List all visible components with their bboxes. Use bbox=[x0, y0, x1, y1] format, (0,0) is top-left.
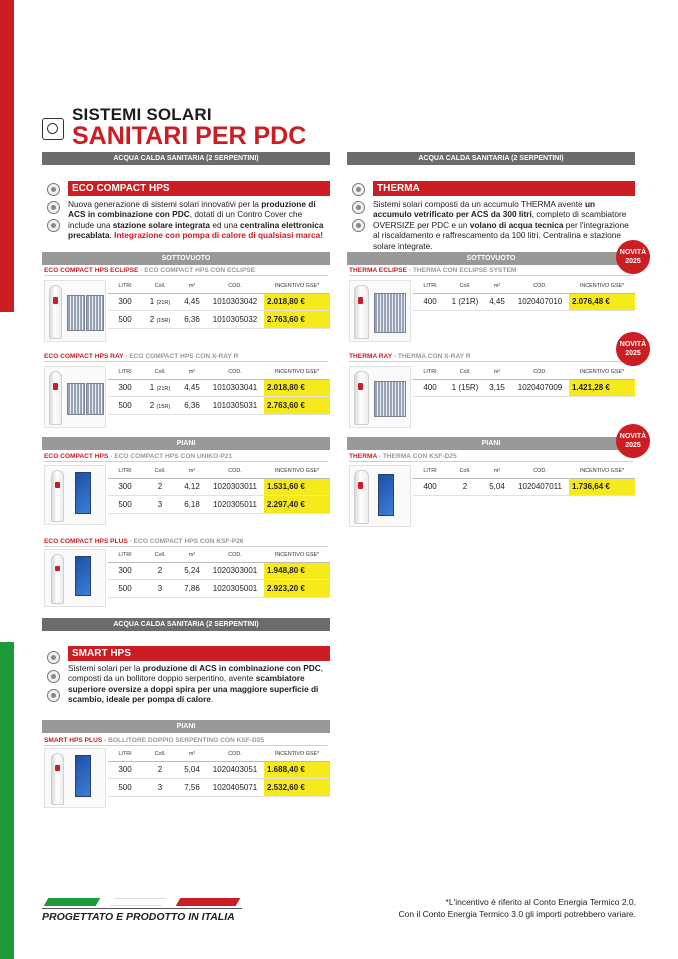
cell-litri: 300 bbox=[108, 761, 142, 779]
cell-litri: 500 bbox=[108, 496, 142, 514]
col-coll: Coll. bbox=[142, 280, 178, 293]
tank-image bbox=[51, 753, 64, 805]
col-litri: LITRI bbox=[413, 465, 447, 478]
vacuum-collector-image bbox=[374, 293, 406, 333]
cell-cod: 1010305032 bbox=[206, 311, 264, 329]
vacuum-collector-image bbox=[374, 381, 406, 417]
cell-m2: 7,56 bbox=[178, 779, 206, 797]
col-coll: Coll. bbox=[142, 748, 178, 761]
col-cod: COD. bbox=[511, 366, 569, 379]
cell-coll: 1 (21R) bbox=[142, 293, 178, 311]
table-row bbox=[108, 311, 330, 329]
col-m2: m² bbox=[178, 366, 206, 379]
col-coll: Coll. bbox=[142, 366, 178, 379]
cell-price: 1.531,60 € bbox=[264, 478, 330, 496]
cell-m2: 5,04 bbox=[178, 761, 206, 779]
settings-icon bbox=[352, 219, 365, 232]
cell-cod: 1010303041 bbox=[206, 379, 264, 397]
eco-ray-table bbox=[108, 366, 330, 415]
therma-ksf-product-image bbox=[349, 465, 411, 527]
sun-icon bbox=[352, 183, 365, 196]
col-litri: LITRI bbox=[108, 280, 142, 293]
col-m2: m² bbox=[483, 366, 511, 379]
incentive-footnote: *L'incentivo è riferito al Conto Energia Termico 2.0. Con il Conto Energia Termico 3.0 gli importi potrebbero variare. bbox=[398, 897, 636, 919]
eco-plus-product-image bbox=[44, 549, 106, 607]
tank-image bbox=[49, 371, 62, 425]
footer-divider bbox=[42, 908, 242, 909]
cell-cod: 1020407009 bbox=[511, 379, 569, 397]
cell-m2: 5,24 bbox=[178, 562, 206, 580]
cell-m2: 6,18 bbox=[178, 496, 206, 514]
cell-m2: 3,15 bbox=[483, 379, 511, 397]
cell-litri: 300 bbox=[108, 293, 142, 311]
table-row bbox=[108, 779, 330, 797]
col-coll: Coll. bbox=[447, 366, 483, 379]
cell-coll: 2 bbox=[142, 562, 178, 580]
page-title-line2: SANITARI PER PDC bbox=[72, 122, 307, 150]
therma-sottovuoto-bar: SOTTOVUOTO bbox=[347, 252, 635, 265]
col-cod: COD. bbox=[511, 280, 569, 293]
novita-badge: NOVITÀ 2025 bbox=[616, 332, 650, 366]
therma-piani-bar: PIANI bbox=[347, 437, 635, 450]
sun-icon bbox=[47, 183, 60, 196]
smart-plus-label: SMART HPS PLUS - BOLLITORE DOPPIO SERPENTINO CON KSF-D25 bbox=[44, 736, 328, 746]
cell-coll: 1 (21R) bbox=[447, 293, 483, 311]
cell-cod: 1020407011 bbox=[511, 478, 569, 496]
left-red-bar bbox=[0, 0, 14, 312]
cell-coll: 2 bbox=[142, 761, 178, 779]
flag-white-stripe bbox=[110, 898, 167, 906]
cell-m2: 5,04 bbox=[483, 478, 511, 496]
therma-ray-table bbox=[413, 366, 635, 397]
settings-icon bbox=[47, 689, 60, 702]
cell-cod: 1020305001 bbox=[206, 580, 264, 598]
heater-icon bbox=[47, 670, 60, 683]
col-litri: LITRI bbox=[108, 549, 142, 562]
table-row bbox=[108, 761, 330, 779]
flag-red-stripe bbox=[176, 898, 241, 906]
col-coll: Coll. bbox=[447, 280, 483, 293]
therma-eclipse-label: THERMA ECLIPSE - THERMA CON ECLIPSE SYSTEM bbox=[349, 266, 633, 276]
smart-hps-title: SMART HPS bbox=[68, 646, 330, 661]
cell-cod: 1020405071 bbox=[206, 779, 264, 797]
col-m2: m² bbox=[178, 549, 206, 562]
col-incentivo: INCENTIVO GSE* bbox=[569, 280, 635, 293]
heater-icon bbox=[47, 201, 60, 214]
cell-litri: 500 bbox=[108, 580, 142, 598]
cell-price: 2.297,40 € bbox=[264, 496, 330, 514]
cell-litri: 300 bbox=[108, 478, 142, 496]
therma-eclipse-product-image bbox=[349, 280, 411, 342]
eco-eclipse-label: ECO COMPACT HPS ECLIPSE - ECO COMPACT HPS CON ECLIPSE bbox=[44, 266, 328, 276]
col-m2: m² bbox=[483, 465, 511, 478]
cell-coll: 1 (21R) bbox=[142, 379, 178, 397]
col-cod: COD. bbox=[206, 280, 264, 293]
cell-litri: 500 bbox=[108, 779, 142, 797]
tank-image bbox=[51, 554, 64, 604]
col-incentivo: INCENTIVO GSE* bbox=[264, 280, 330, 293]
cell-litri: 400 bbox=[413, 478, 447, 496]
cell-cod: 1020303011 bbox=[206, 478, 264, 496]
cell-m2: 4,45 bbox=[483, 293, 511, 311]
col-cod: COD. bbox=[206, 366, 264, 379]
flat-collector-image bbox=[75, 755, 91, 797]
col-m2: m² bbox=[483, 280, 511, 293]
therma-ray-product-image bbox=[349, 366, 411, 428]
eco-uniko-table bbox=[108, 465, 330, 514]
novita-badge: NOVITÀ 2025 bbox=[616, 240, 650, 274]
col-litri: LITRI bbox=[108, 465, 142, 478]
col-litri: LITRI bbox=[108, 366, 142, 379]
cell-litri: 300 bbox=[108, 562, 142, 580]
col-cod: COD. bbox=[206, 549, 264, 562]
col-coll: Coll. bbox=[142, 465, 178, 478]
eco-uniko-product-image bbox=[44, 465, 106, 525]
eco-uniko-label: ECO COMPACT HPS - ECO COMPACT HPS CON UNIKO-P21 bbox=[44, 452, 328, 462]
vacuum-collector-image bbox=[67, 295, 85, 331]
cell-price: 2.923,20 € bbox=[264, 580, 330, 598]
cell-coll: 2 bbox=[447, 478, 483, 496]
eco-piani-bar: PIANI bbox=[42, 437, 330, 450]
therma-title: THERMA bbox=[373, 181, 635, 196]
heater-icon bbox=[352, 201, 365, 214]
col-litri: LITRI bbox=[413, 280, 447, 293]
cell-litri: 400 bbox=[413, 379, 447, 397]
cell-m2: 7,86 bbox=[178, 580, 206, 598]
flat-collector-image bbox=[378, 474, 394, 516]
col-incentivo: INCENTIVO GSE* bbox=[569, 465, 635, 478]
col-cod: COD. bbox=[206, 748, 264, 761]
therma-ksf-label: THERMA - THERMA CON KSF-D25 bbox=[349, 452, 633, 462]
col-litri: LITRI bbox=[108, 748, 142, 761]
cell-litri: 500 bbox=[108, 311, 142, 329]
flag-green-stripe bbox=[44, 898, 101, 906]
cell-cod: 1020407010 bbox=[511, 293, 569, 311]
col-cod: COD. bbox=[511, 465, 569, 478]
cell-litri: 500 bbox=[108, 397, 142, 415]
table-row bbox=[413, 293, 635, 311]
therma-description: Sistemi solari composti da un accumulo THERMA avente un accumulo vetrificato per ACS da 300 litri, completo di scambiatore OVERSIZE per PDC e un volano di acqua tecnica per l'integrazione al riscaldamento e raffrescamento da 100 litri. Centralina e stazione solare integrate. bbox=[373, 199, 629, 251]
cell-price: 1.948,80 € bbox=[264, 562, 330, 580]
eco-compact-title: ECO COMPACT HPS bbox=[68, 181, 330, 196]
flat-collector-image bbox=[75, 556, 91, 596]
cell-price: 2.532,60 € bbox=[264, 779, 330, 797]
eco-compact-description: Nuova generazione di sistemi solari innovativi per la produzione di ACS in combinazione con PDC, dotati di un Contro Cover che include una stazione solare integrata ed una centralina elettronica precablata. Integrazione con pompa di calore di qualsiasi marca! bbox=[68, 199, 324, 241]
smart-hps-description: Sistemi solari per la produzione di ACS in combinazione con PDC, composti da un bollitore doppio serpentino, avente scambiatore superiore oversize a doppi spira per una maggiore superficie di scambio, ideale per pompa di calore. bbox=[68, 663, 324, 705]
col-m2: m² bbox=[178, 280, 206, 293]
eco-plus-table bbox=[108, 549, 330, 598]
eco-ray-product-image bbox=[44, 366, 106, 428]
table-row bbox=[413, 478, 635, 496]
cell-coll: 2 (15R) bbox=[142, 397, 178, 415]
eco-plus-label: ECO COMPACT HPS PLUS - ECO COMPACT HPS CON KSF-P26 bbox=[44, 537, 328, 547]
eco-eclipse-product-image bbox=[44, 280, 106, 342]
cell-litri: 400 bbox=[413, 293, 447, 311]
novita-badge: NOVITÀ 2025 bbox=[616, 424, 650, 458]
acs-section-bar-right: ACQUA CALDA SANITARIA (2 SERPENTINI) bbox=[347, 152, 635, 165]
vacuum-collector-image bbox=[67, 383, 85, 415]
eco-ray-label: ECO COMPACT HPS RAY - ECO COMPACT HPS CON X-RAY R bbox=[44, 352, 328, 362]
cell-m2: 4,45 bbox=[178, 293, 206, 311]
table-row bbox=[108, 496, 330, 514]
cell-price: 1.421,28 € bbox=[569, 379, 635, 397]
made-in-italy-label: PROGETTATO E PRODOTTO IN ITALIA bbox=[42, 911, 235, 923]
acs-section-bar-2: ACQUA CALDA SANITARIA (2 SERPENTINI) bbox=[42, 618, 330, 631]
table-row bbox=[108, 562, 330, 580]
cell-m2: 6,36 bbox=[178, 397, 206, 415]
flat-collector-image bbox=[75, 472, 91, 514]
col-incentivo: INCENTIVO GSE* bbox=[264, 366, 330, 379]
cell-cod: 1010303042 bbox=[206, 293, 264, 311]
vacuum-collector-image bbox=[86, 383, 104, 415]
cell-price: 2.763,60 € bbox=[264, 397, 330, 415]
cell-price: 2.076,48 € bbox=[569, 293, 635, 311]
cell-m2: 6,36 bbox=[178, 311, 206, 329]
cell-m2: 4,45 bbox=[178, 379, 206, 397]
cell-price: 2.018,80 € bbox=[264, 379, 330, 397]
smart-piani-bar: PIANI bbox=[42, 720, 330, 733]
tank-image bbox=[354, 470, 369, 524]
col-incentivo: INCENTIVO GSE* bbox=[264, 748, 330, 761]
cell-price: 2.018,80 € bbox=[264, 293, 330, 311]
cell-coll: 3 bbox=[142, 580, 178, 598]
solar-heater-icon bbox=[42, 118, 64, 140]
cell-m2: 4,12 bbox=[178, 478, 206, 496]
cell-coll: 2 bbox=[142, 478, 178, 496]
left-green-bar bbox=[0, 642, 14, 959]
acs-section-bar: ACQUA CALDA SANITARIA (2 SERPENTINI) bbox=[42, 152, 330, 165]
col-m2: m² bbox=[178, 465, 206, 478]
cell-coll: 3 bbox=[142, 779, 178, 797]
cell-coll: 1 (15R) bbox=[447, 379, 483, 397]
col-incentivo: INCENTIVO GSE* bbox=[264, 549, 330, 562]
cell-cod: 1020403051 bbox=[206, 761, 264, 779]
col-coll: Coll. bbox=[447, 465, 483, 478]
col-litri: LITRI bbox=[413, 366, 447, 379]
col-coll: Coll. bbox=[142, 549, 178, 562]
col-incentivo: INCENTIVO GSE* bbox=[569, 366, 635, 379]
tank-image bbox=[49, 285, 62, 339]
therma-ray-label: THERMA RAY - THERMA CON X-RAY R bbox=[349, 352, 633, 362]
smart-plus-product-image bbox=[44, 748, 106, 808]
cell-coll: 3 bbox=[142, 496, 178, 514]
cell-cod: 1020305011 bbox=[206, 496, 264, 514]
therma-ksf-table bbox=[413, 465, 635, 496]
tank-image bbox=[354, 285, 369, 339]
settings-icon bbox=[47, 219, 60, 232]
table-row bbox=[108, 397, 330, 415]
cell-price: 1.736,64 € bbox=[569, 478, 635, 496]
cell-litri: 300 bbox=[108, 379, 142, 397]
sun-icon bbox=[47, 651, 60, 664]
cell-cod: 1010305031 bbox=[206, 397, 264, 415]
col-cod: COD. bbox=[206, 465, 264, 478]
table-row bbox=[413, 379, 635, 397]
page-title-line1: SISTEMI SOLARI bbox=[72, 105, 212, 124]
tank-image bbox=[51, 470, 64, 522]
cell-cod: 1020303001 bbox=[206, 562, 264, 580]
table-row bbox=[108, 379, 330, 397]
smart-plus-table bbox=[108, 748, 330, 797]
col-incentivo: INCENTIVO GSE* bbox=[264, 465, 330, 478]
therma-eclipse-table bbox=[413, 280, 635, 311]
col-m2: m² bbox=[178, 748, 206, 761]
table-row bbox=[108, 580, 330, 598]
cell-price: 2.763,60 € bbox=[264, 311, 330, 329]
eco-sottovuoto-bar: SOTTOVUOTO bbox=[42, 252, 330, 265]
vacuum-collector-image bbox=[86, 295, 104, 331]
tank-image bbox=[354, 371, 369, 425]
table-row bbox=[108, 478, 330, 496]
cell-coll: 2 (15R) bbox=[142, 311, 178, 329]
eco-eclipse-table bbox=[108, 280, 330, 329]
cell-price: 1.688,40 € bbox=[264, 761, 330, 779]
table-row bbox=[108, 293, 330, 311]
